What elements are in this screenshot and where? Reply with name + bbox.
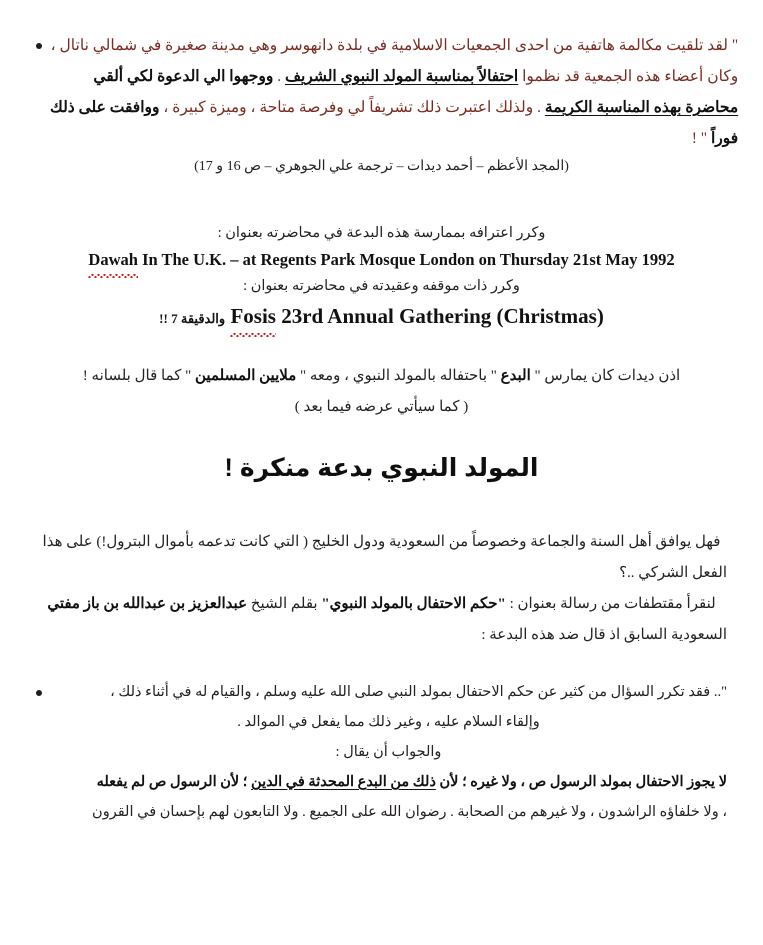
spacer-before-fatwa	[36, 651, 727, 677]
quote-line-2-plain-b: .	[273, 68, 285, 85]
conclusion-line-1-b: " باحتفاله بالمولد النبوي ، ومعه "	[296, 368, 501, 384]
spacer-after-lectures	[36, 335, 727, 361]
fatwa-line-4-a: لا يجوز الاحتفال بمولد الرسول ص ، ولا غيره ؛ لأن	[435, 774, 727, 790]
quote-line-3-emphasis-1: محاضرة بهذه المناسبة الكريمة	[544, 99, 739, 116]
conclusion-block	[36, 361, 727, 423]
conclusion-line-1-c: " كما قال بلسانه !	[82, 368, 195, 384]
question-line-3	[36, 589, 727, 620]
quote-line-3	[50, 92, 738, 123]
question-emphasis-1: "حكم الاحتفال بالمولد النبوي"	[321, 596, 506, 612]
page-heading: المولد النبوي بدعة منكرة !	[224, 454, 539, 482]
lecture-title-english-2	[36, 300, 727, 335]
lecture-title-english-1-rest: In The U.K. – at Regents Park Mosque London on Thursday 21st May 1992	[137, 250, 675, 269]
spacer-after-citation	[36, 180, 727, 220]
fatwa-line-4-underline: ذلك من البدع المحدثة في الدين	[251, 774, 436, 790]
conclusion-emphasis-2: ملايين المسلمين	[195, 368, 297, 384]
quote-line-2	[50, 61, 738, 92]
lecture-title-english-1	[36, 247, 727, 273]
quote-line-4-plain: " !	[691, 130, 711, 147]
spellcheck-word-fosis: Fosis	[230, 300, 276, 332]
spacer-before-heading	[36, 423, 727, 449]
quote-line-3-plain: . ولذلك اعتبرت ذلك تشريفاً لي وفرصة متاحة ، وميزة كبيرة ،	[159, 99, 545, 116]
question-line-3-b: بقلم الشيخ	[247, 596, 322, 612]
quote-block-body	[50, 30, 738, 154]
question-block	[36, 527, 727, 651]
bullet-icon-2	[36, 690, 42, 696]
fatwa-line-4-b: ؛ لأن الرسول ص لم يفعله	[96, 774, 252, 790]
lecture-title-english-2-rest: 23rd Annual Gathering (Christmas)	[275, 304, 604, 328]
lecture-intro-1: وكرر اعترافه بممارسة هذه البدعة في محاضرته بعنوان :	[217, 225, 546, 241]
lecture-intro-2: وكرر ذات موقفه وعقيدته في محاضرته بعنوان :	[243, 278, 520, 294]
fatwa-line-4	[50, 767, 727, 797]
quote-line-1: " لقد تلقيت مكالمة هاتفية من احدى الجمعيات الاسلامية في بلدة دانهوسر وهي مدينة صغيرة في شمالي ناتال ،	[50, 37, 739, 54]
lecture-title-english-2-arabic-tail: والدقيقة 7 !!	[159, 311, 226, 326]
fatwa-line-3: والجواب أن يقال :	[335, 744, 442, 760]
conclusion-line-1-a: اذن ديدات كان يمارس "	[530, 368, 681, 384]
question-line-3-a: لنقرأ مقتطفات من رسالة بعنوان :	[505, 596, 716, 612]
question-emphasis-2: عبدالعزيز بن عبدالله بن باز مفتي	[47, 596, 248, 612]
quote-line-4	[50, 123, 738, 154]
fatwa-block	[36, 677, 727, 827]
conclusion-line-1	[36, 361, 727, 392]
fatwa-line-1: ".. فقد تكرر السؤال من كثير عن حكم الاحتفال بمولد النبي صلى الله عليه وسلم ، والقيام له في أثناء ذلك ،	[110, 684, 727, 700]
quote-line-2-emphasis-1: احتفالاً بمناسبة المولد النبوي الشريف	[284, 68, 519, 85]
quote-line-2-emphasis-2: ووجهوا الي الدعوة لكي ألقي	[93, 68, 274, 85]
quote-line-3-emphasis-2: ووافقت على ذلك	[50, 99, 160, 116]
conclusion-line-2: ( كما سيأتي عرضه فيما بعد )	[294, 399, 469, 415]
fatwa-block-body	[50, 677, 727, 827]
question-line-1: فهل يوافق أهل السنة والجماعة وخصوصاً من السعودية ودول الخليج ( التي كانت تدعمه بأموال البترول!) على هذا	[42, 534, 721, 550]
quote-block	[36, 30, 739, 154]
fatwa-line-5: ، ولا خلفاؤه الراشدون ، ولا غيرهم من الصحابة . رضوان الله على الجميع . ولا التابعون لهم بإحسان في القرون	[92, 804, 727, 820]
conclusion-emphasis-1: البدع	[500, 368, 531, 384]
quote-line-4-emphasis: فوراً	[710, 130, 739, 147]
question-line-2: الفعل الشركي ..؟	[619, 565, 727, 581]
quote-line-2-plain-a: وكان أعضاء هذه الجمعية قد نظموا	[518, 68, 739, 85]
spellcheck-word-dawah: Dawah	[88, 247, 138, 273]
quote-citation: (المجد الأعظم – أحمد ديدات – ترجمة علي الجوهري – ص 16 و 17)	[194, 159, 569, 174]
spacer-after-heading	[36, 487, 727, 527]
fatwa-line-2: وإلقاء السلام عليه ، وغير ذلك مما يفعل في الموالد .	[237, 714, 540, 730]
question-line-4: السعودية السابق اذ قال ضد هذه البدعة :	[481, 627, 727, 643]
bullet-icon	[36, 43, 42, 49]
